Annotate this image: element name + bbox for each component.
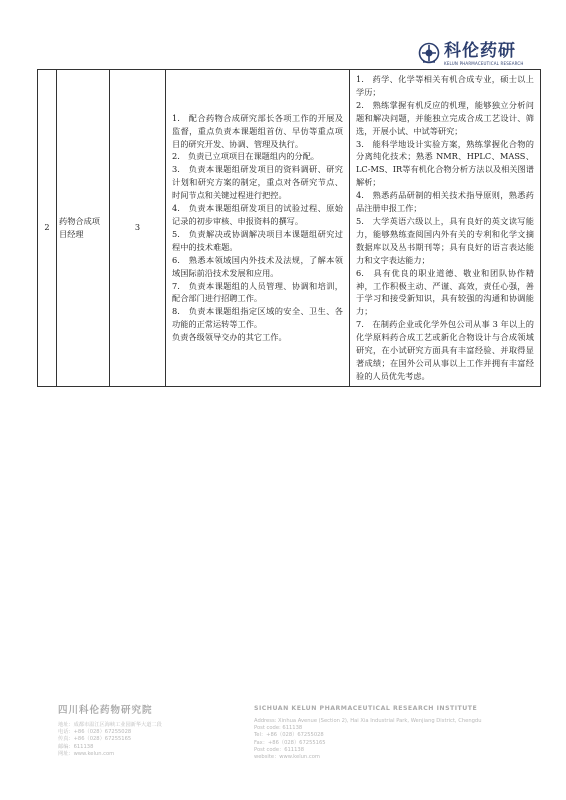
footer-cn-line: 地址：成都市温江区海峡工业园新华大道二段 xyxy=(58,722,162,728)
duty-item: 4. 负责本课题组研发项目的试验过程、原始记录的初步审核、申报资料的撰写。 xyxy=(172,203,343,226)
duty-item: 6. 熟悉本领域国内外技术及法规，了解本领域国际前沿技术发展和应用。 xyxy=(172,254,343,278)
footer-en-line: Post code: 611138 xyxy=(254,725,303,732)
duty-item: 3. 负责本课题组研发项目的资料调研、研究计划和研究方案的制定，重点对各研究节点、时间节点和关键过程进行把控。 xyxy=(172,164,343,201)
duties-cell xyxy=(166,70,350,387)
footer-en-line: Post code：611138 xyxy=(254,746,305,753)
company-logo xyxy=(418,42,528,68)
footer-cn-line: 网址：www.kelun.com xyxy=(58,750,115,757)
requirement-item: 4. 熟悉药品研制的相关技术指导原则，熟悉药品注册申报工作； xyxy=(356,190,534,214)
footer-en-line: Tel：+86（028）67255028 xyxy=(254,732,324,739)
footer-cn-name: 四川科伦药物研究院 xyxy=(58,705,153,716)
job-title: 药物合成项目经理 xyxy=(57,70,110,387)
footer-en-name: SICHUAN KELUN PHARMACEUTICAL RESEARCH INSTITUTE xyxy=(254,705,478,712)
footer-en-line: Address: Xinhua Avenue (Section 2), Hai Xia Industrial Park, Wenjiang District, Chengdu xyxy=(254,718,482,724)
logo-name: 科伦药研 xyxy=(444,41,516,61)
footer-cn-line: 电话：+86（028）67255028 xyxy=(58,729,132,736)
job-table xyxy=(37,69,541,387)
requirement-item: 6. 具有优良的职业道德、敬业和团队协作精神，工作积极主动、严谨、高效，责任心强，善于学习和接受新知识，具有较强的沟通和协调能力； xyxy=(356,267,534,317)
requirement-item: 7. 在制药企业或化学外包公司从事 3 年以上的化学原料药合成工艺或新化合物设计与合成领域研究，在小试研究方面具有丰富经验、并取得显著成绩；在国外公司从事以上工作并拥有丰富经验的人员优先考虑。 xyxy=(356,319,534,381)
requirement-item: 2. 熟练掌握有机反应的机理，能够独立分析问题和解决问题，并能独立完成合成工艺设计、筛选，开展小试、中试等研究； xyxy=(356,99,534,136)
footer-en-line: website：www.kelun.com xyxy=(254,754,320,761)
duty-item: 1. 配合药物合成研究部长各项工作的开展及监督，重点负责本课题组首仿、早仿等重点项目的研究开发、协调、管理及执行。 xyxy=(172,112,343,149)
footer-en xyxy=(254,702,544,761)
duty-item: 负责各级领导交办的其它工作。 xyxy=(172,332,287,343)
requirements-cell xyxy=(350,70,541,387)
duty-item: 7. 负责本课题组的人员管理、协调和培训，配合部门进行招聘工作。 xyxy=(172,280,343,304)
row-index: 2 xyxy=(38,70,57,387)
requirement-item: 5. 大学英语六级以上，具有良好的英文读写能力，能够熟练查阅国内外有关的专利和化学文摘数据库以及丛书期刊等；具有良好的语言表达能力和文字表达能力； xyxy=(356,215,534,265)
logo-subtitle: KELUN PHARMACEUTICAL RESEARCH xyxy=(444,61,524,66)
headcount: 3 xyxy=(110,70,166,387)
duty-item: 2. 负责已立项项目在课题组内的分配。 xyxy=(172,151,319,162)
footer-en-line: Fax：+86（028）67255165 xyxy=(254,739,326,746)
requirement-item: 3. 能科学地设计实验方案，熟练掌握化合物的分离纯化技术；熟悉 NMR、HPLC、MASS、LC-MS、IR等有机化合物分析方法以及相关图谱解析； xyxy=(356,138,534,188)
logo-emblem-icon xyxy=(418,42,440,66)
footer-cn-line: 邮编：611138 xyxy=(58,743,94,750)
table-row xyxy=(38,70,541,387)
footer-cn xyxy=(58,702,258,758)
duty-item: 8. 负责本课题组指定区域的安全、卫生、各功能的正常运转等工作。 xyxy=(172,306,343,330)
requirement-item: 1. 药学、化学等相关有机合成专业，硕士以上学历； xyxy=(356,74,534,97)
duty-item: 5. 负责解决或协调解决项目本课题组研究过程中的技术难题。 xyxy=(172,228,343,252)
footer-cn-line: 传真：+86（028）67255165 xyxy=(58,736,132,743)
